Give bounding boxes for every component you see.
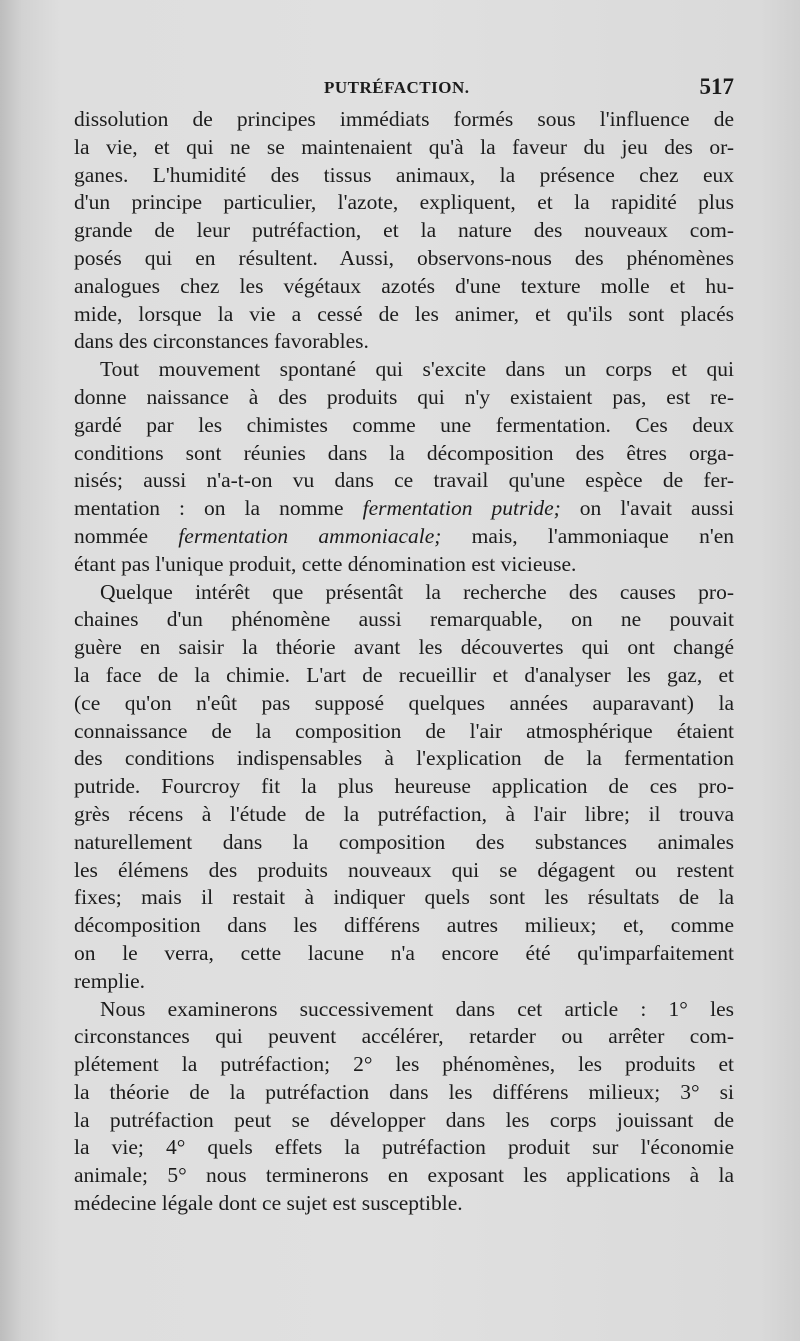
text-line: Tout mouvement spontané qui s'excite dans un corps et qui [100,357,734,382]
text-line: putride. Fourcroy fit la plus heureuse application de ces pro- [74,774,734,799]
italic-term: fermentation putride; [362,496,561,521]
paragraph-3 [74,579,734,996]
text-line: plétement la putréfaction; 2° les phénomènes, les produits et [74,1052,734,1077]
text-line: (ce qu'on n'eût pas supposé quelques années auparavant) la [74,690,734,715]
text-line: gardé par les chimistes comme une fermentation. Ces deux [74,412,734,437]
text-line: mide, lorsque la vie a cessé de les animer, et qu'ils sont placés [74,301,734,326]
paragraph-1 [74,106,734,356]
text-line: grès récens à l'étude de la putréfaction, à l'air libre; il trouva [74,801,734,826]
text-line: les élémens des produits nouveaux qui se dégagent ou restent [74,857,734,882]
text-line: on le verra, cette lacune n'a encore été qu'imparfaitement [74,940,734,965]
text-line: donne naissance à des produits qui n'y existaient pas, est re- [74,384,734,409]
text-line: décomposition dans les différens autres milieux; et, comme [74,913,734,938]
text-line: chaines d'un phénomène aussi remarquable, on ne pouvait [74,607,734,632]
text-segment: mais, l'ammoniaque n'en [441,523,734,548]
text-line: connaissance de la composition de l'air atmosphérique étaient [74,718,734,743]
text-line: naturellement dans la composition des substances animales [74,829,734,854]
text-line: analogues chez les végétaux azotés d'une texture molle et hu- [74,273,734,298]
italic-term: fermentation ammoniacale; [178,523,442,548]
text-line: grande de leur putréfaction, et la nature des nouveaux com- [74,218,734,243]
text-line: Nous examinerons successivement dans cet article : 1° les [100,996,734,1021]
text-line: ganes. L'humidité des tissus animaux, la présence chez eux [74,162,734,187]
text-line-with-italic [74,523,734,551]
text-segment: on l'avait aussi [560,496,734,521]
text-line: remplie. [74,968,146,993]
text-segment: nommée [74,523,179,548]
text-line-with-italic [74,495,734,523]
text-line: dans des circonstances favorables. [74,329,369,354]
text-line: animale; 5° nous terminerons en exposant les applications à la [74,1163,734,1188]
text-line: d'un principe particulier, l'azote, expliquent, et la rapidité plus [74,190,734,215]
text-line: médecine légale dont ce sujet est susceptible. [74,1191,463,1216]
page-number: 517 [699,74,734,99]
text-line: la vie, et qui ne se maintenaient qu'à la faveur du jeu des or- [74,134,734,159]
body-text [74,106,734,1218]
text-line: conditions sont réunies dans la décomposition des êtres orga- [74,440,734,465]
text-line: posés qui en résultent. Aussi, observons-nous des phénomènes [74,245,734,270]
text-line: dissolution de principes immédiats formés sous l'influence de [74,107,734,131]
text-line: des conditions indispensables à l'explication de la fermentation [74,746,734,771]
text-line: la vie; 4° quels effets la putréfaction produit sur l'économie [74,1135,734,1160]
text-line: fixes; mais il restait à indiquer quels sont les résultats de la [74,885,734,910]
running-title: PUTRÉFACTION. [324,78,470,97]
text-line: la théorie de la putréfaction dans les différens milieux; 3° si [74,1079,734,1104]
paragraph-4 [74,996,734,1218]
text-line: la face de la chimie. L'art de recueillir et d'analyser les gaz, et [74,662,734,687]
text-line: guère en saisir la théorie avant les découvertes qui ont changé [74,635,734,660]
text-segment: mentation : on la nomme [74,496,363,521]
text-line: Quelque intérêt que présentât la recherche des causes pro- [100,579,734,604]
paragraph-2 [74,356,734,578]
page-header [74,74,734,104]
text-line: nisés; aussi n'a-t-on vu dans ce travail qu'une espèce de fer- [74,468,734,493]
text-line: la putréfaction peut se développer dans les corps jouissant de [74,1107,734,1132]
text-line: circonstances qui peuvent accélérer, retarder ou arrêter com- [74,1024,734,1049]
text-line: étant pas l'unique produit, cette dénomination est vicieuse. [74,551,577,576]
